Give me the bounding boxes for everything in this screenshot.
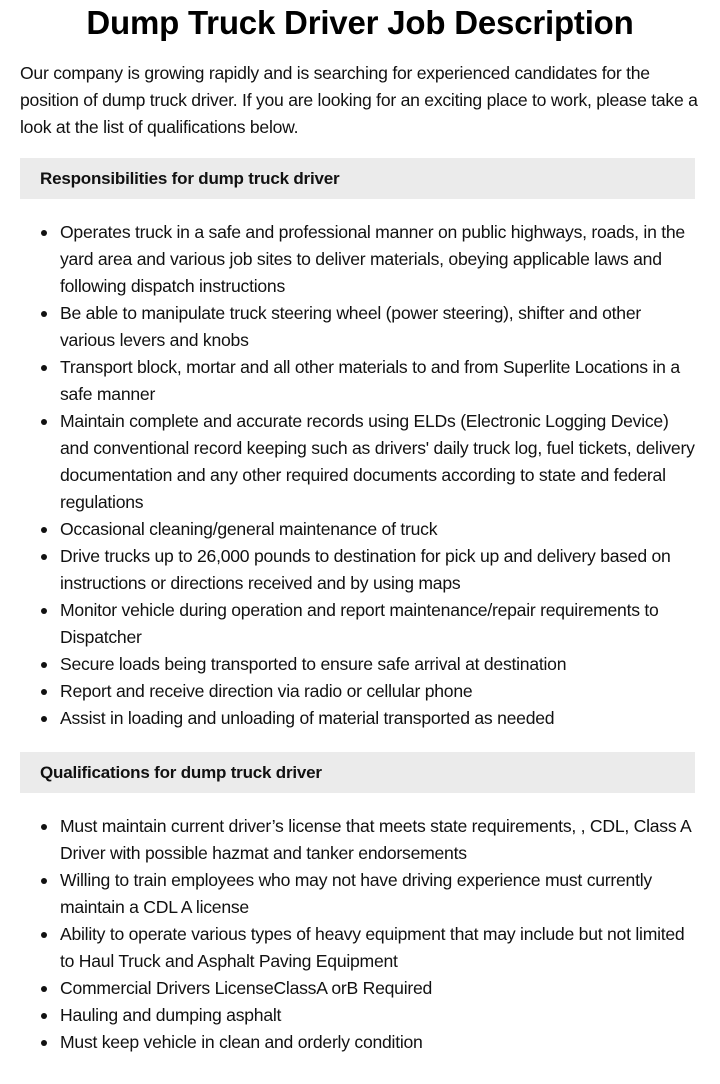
list-item (0, 1029, 700, 1056)
responsibilities-header: Responsibilities for dump truck driver (20, 158, 695, 199)
bullet-icon (41, 311, 47, 317)
bullet-icon (41, 878, 47, 884)
list-item (0, 678, 700, 705)
bullet-icon (41, 230, 47, 236)
list-item-text: Must keep vehicle in clean and orderly condition (60, 1032, 423, 1052)
list-item (0, 597, 700, 651)
list-item-text: Occasional cleaning/general maintenance of truck (60, 519, 438, 539)
bullet-icon (41, 662, 47, 668)
list-item-text: Monitor vehicle during operation and report maintenance/repair requirements to Dispatcher (60, 600, 659, 647)
list-item-text: Drive trucks up to 26,000 pounds to destination for pick up and delivery based on instructions or directions received and by using maps (60, 546, 671, 593)
bullet-icon (41, 986, 47, 992)
intro-paragraph: Our company is growing rapidly and is searching for experienced candidates for the position of dump truck driver. If you are looking for an exciting place to work, please take a look at the list of qualifications below. (20, 63, 698, 137)
list-item-text: Operates truck in a safe and professional manner on public highways, roads, in the yard area and various job sites to deliver materials, obeying applicable laws and following dispatch instructions (60, 222, 685, 296)
list-item (0, 354, 700, 408)
list-item (0, 408, 700, 516)
list-item-text: Commercial Drivers LicenseClassA orB Required (60, 978, 433, 998)
list-item-text: Secure loads being transported to ensure safe arrival at destination (60, 654, 567, 674)
page-title: Dump Truck Driver Job Description (86, 4, 634, 41)
bullet-icon (41, 419, 47, 425)
list-item (0, 705, 700, 732)
list-item (0, 543, 700, 597)
qualifications-list (0, 813, 700, 1056)
list-item-text: Hauling and dumping asphalt (60, 1005, 282, 1025)
list-item-text: Must maintain current driver’s license that meets state requirements, , CDL, Class A Driver with possible hazmat and tanker endorsements (60, 816, 691, 863)
qualifications-header: Qualifications for dump truck driver (20, 752, 695, 793)
bullet-icon (41, 527, 47, 533)
bullet-icon (41, 1013, 47, 1019)
list-item (0, 300, 700, 354)
list-item (0, 867, 700, 921)
list-item (0, 921, 700, 975)
bullet-icon (41, 932, 47, 938)
bullet-icon (41, 689, 47, 695)
list-item-text: Report and receive direction via radio or cellular phone (60, 681, 473, 701)
list-item (0, 651, 700, 678)
list-item (0, 1002, 700, 1029)
list-item (0, 975, 700, 1002)
list-item (0, 516, 700, 543)
list-item-text: Maintain complete and accurate records using ELDs (Electronic Logging Device) and conventional record keeping such as drivers' daily truck log, fuel tickets, delivery documentation and any other required documents according to state and federal regulations (60, 411, 695, 512)
responsibilities-list (0, 219, 700, 732)
bullet-icon (41, 554, 47, 560)
list-item-text: Be able to manipulate truck steering wheel (power steering), shifter and other various levers and knobs (60, 303, 641, 350)
bullet-icon (41, 824, 47, 830)
list-item-text: Willing to train employees who may not have driving experience must currently maintain a CDL A license (60, 870, 652, 917)
list-item-text: Transport block, mortar and all other materials to and from Superlite Locations in a safe manner (60, 357, 680, 404)
list-item-text: Ability to operate various types of heavy equipment that may include but not limited to Haul Truck and Asphalt Paving Equipment (60, 924, 685, 971)
bullet-icon (41, 1040, 47, 1046)
list-item (0, 219, 700, 300)
bullet-icon (41, 365, 47, 371)
bullet-icon (41, 716, 47, 722)
bullet-icon (41, 608, 47, 614)
list-item (0, 813, 700, 867)
list-item-text: Assist in loading and unloading of material transported as needed (60, 708, 555, 728)
